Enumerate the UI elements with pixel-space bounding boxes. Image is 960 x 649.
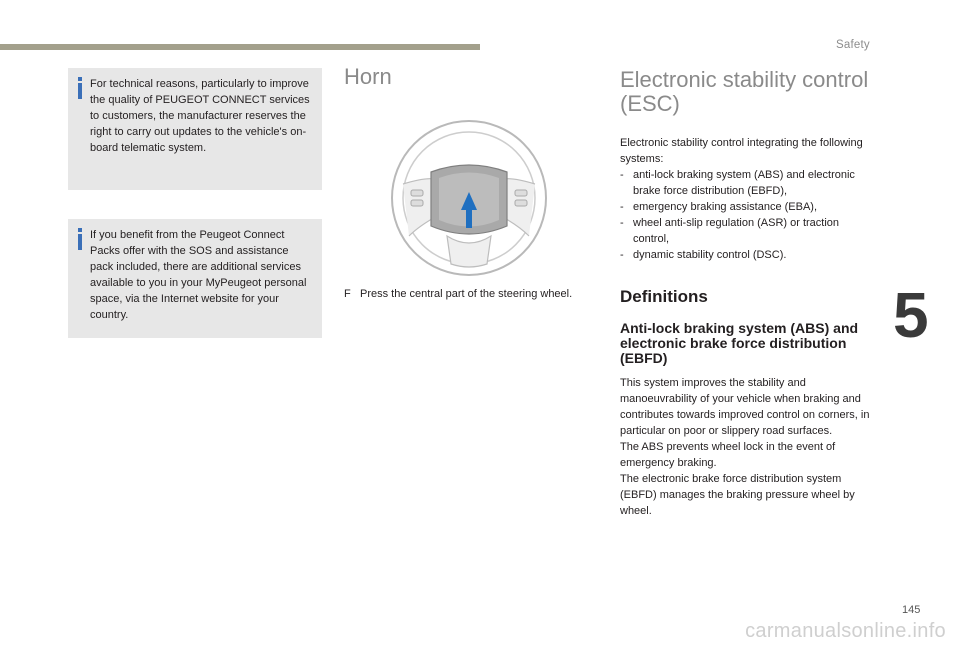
watermark: carmanualsonline.info (745, 620, 946, 642)
list-item: - emergency braking assistance (EBA), (620, 201, 818, 213)
abs-heading: Anti-lock braking system (ABS) and electronic brake force distribution (EBFD) (620, 320, 859, 366)
list-item: - wheel anti-slip regulation (ASR) or traction control, (620, 217, 840, 245)
bullet-arrow-icon: F (344, 288, 351, 300)
esc-section (620, 68, 870, 519)
list-item: - anti-lock braking system (ABS) and electronic brake force distribution (EBFD), (620, 169, 855, 197)
esc-intro: Electronic stability control integrating the following systems: (620, 137, 863, 165)
info-icon (75, 228, 85, 250)
horn-title: Horn (344, 64, 392, 89)
esc-systems-list (620, 167, 870, 263)
page-number: 145 (902, 604, 921, 616)
info-text: If you benefit from the Peugeot Connect Packs offer with the SOS and assistance pack included, there are additional services available to you in your MyPeugeot personal space, via the Internet website for your country. (90, 229, 307, 321)
info-box-technical (68, 68, 322, 190)
info-text: For technical reasons, particularly to improve the quality of PEUGEOT CONNECT services to customers, the manufacturer reserves the right to carry out updates to the vehicle's on-board telematic system. (90, 78, 310, 154)
list-item: - dynamic stability control (DSC). (620, 249, 787, 261)
horn-instruction-text: Press the central part of the steering wheel. (360, 288, 573, 300)
chapter-number: 5 (893, 279, 929, 351)
section-title: Safety (836, 39, 870, 51)
esc-title: Electronic stability control (ESC) (620, 67, 869, 116)
horn-instruction (344, 286, 604, 302)
abs-paragraph-3: The electronic brake force distribution system (EBFD) manages the braking pressure wheel by wheel. (620, 473, 855, 517)
info-icon (75, 77, 85, 99)
abs-paragraph-1: This system improves the stability and manoeuvrability of your vehicle when braking and contributes towards improved control on corners, in particular on poor or slippery road surfaces. (620, 377, 870, 437)
definitions-heading: Definitions (620, 287, 708, 306)
abs-paragraph-2: The ABS prevents wheel lock in the event of emergency braking. (620, 441, 836, 469)
info-box-connect-packs (68, 219, 322, 338)
steering-wheel-illustration (389, 118, 549, 278)
header-accent-bar (0, 44, 480, 50)
horn-section (344, 64, 602, 300)
